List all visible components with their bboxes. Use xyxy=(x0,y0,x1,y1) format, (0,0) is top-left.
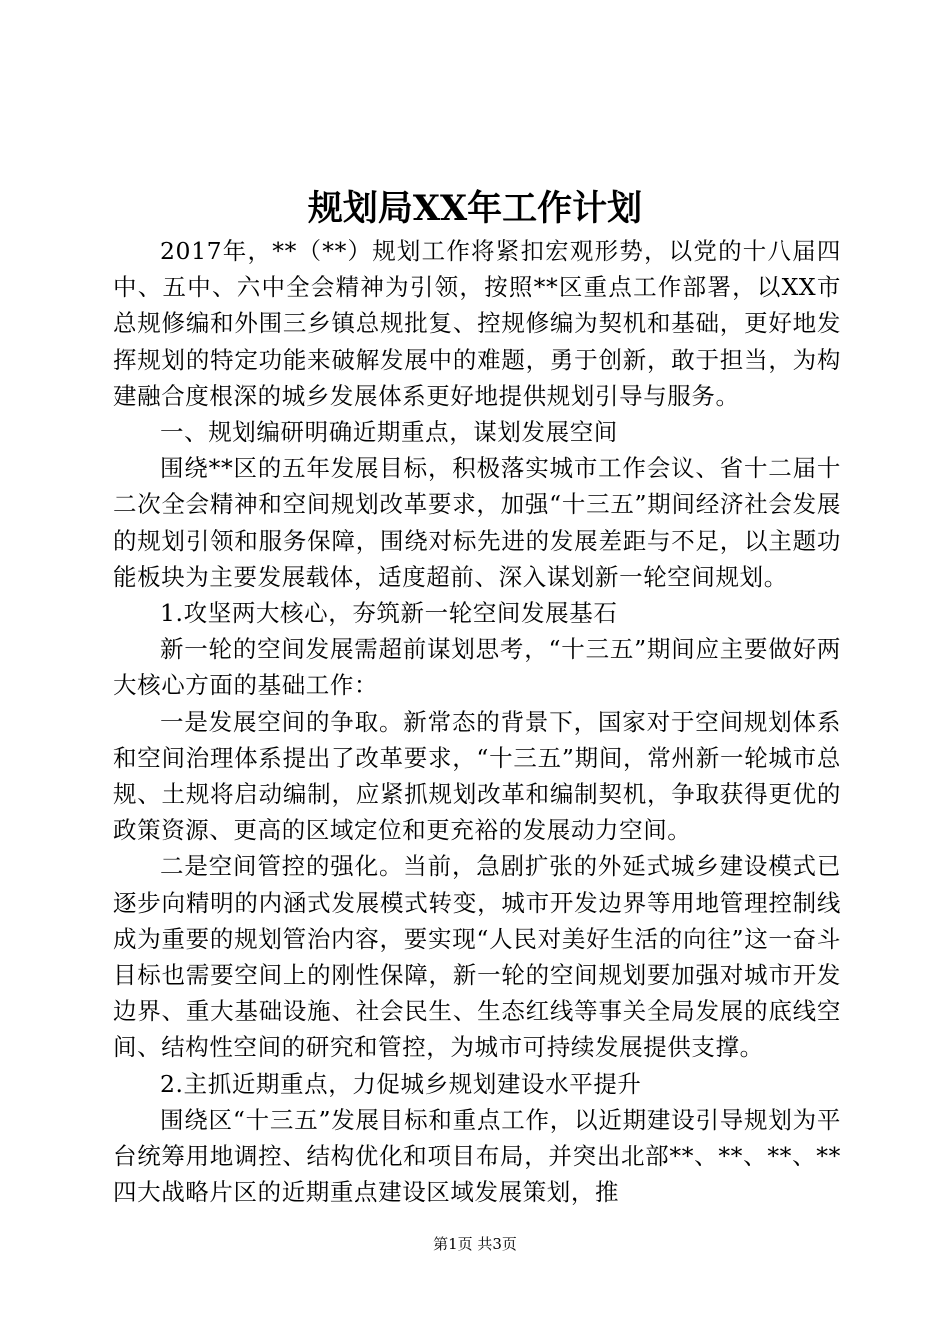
paragraph: 围绕**区的五年发展目标，积极落实城市工作会议、省十二届十二次全会精神和空间规划改革要求，加强“十三五”期间经济社会发展的规划引领和服务保障，围绕对标先进的发展差距与不足，以主题功能板块为主要发展载体，适度超前、深入谋划新一轮空间规划。 xyxy=(113,454,841,591)
subsection-heading-1: 1.攻坚两大核心，夯筑新一轮空间发展基石 xyxy=(160,599,618,628)
document-body xyxy=(113,233,841,1210)
page-number-footer: 第1页 共3页 xyxy=(433,1235,517,1253)
paragraph: 围绕区“十三五”发展目标和重点工作，以近期建设引导规划为平台统筹用地调控、结构优化和项目布局，并突出北部**、**、**、**四大战略片区的近期重点建设区域发展策划，推 xyxy=(113,1105,841,1207)
paragraph: 新一轮的空间发展需超前谋划思考，“十三五”期间应主要做好两大核心方面的基础工作： xyxy=(113,635,841,700)
paragraph: 二是空间管控的强化。当前，急剧扩张的外延式城乡建设模式已逐步向精明的内涵式发展模式转变，城市开发边界等用地管理控制线成为重要的规划管治内容，要实现“人民对美好生活的向往”这一奋斗目标也需要空间上的刚性保障，新一轮的空间规划要加强对城市开发边界、重大基础设施、社会民生、生态红线等事关全局发展的底线空间、结构性空间的研究和管控，为城市可持续发展提供支撑。 xyxy=(113,852,841,1062)
paragraph-intro: 2017年，**（**）规划工作将紧扣宏观形势，以党的十八届四中、五中、六中全会精神为引领，按照**区重点工作部署，以XX市总规修编和外围三乡镇总规批复、控规修编为契机和基础，更好地发挥规划的特定功能来破解发展中的难题，勇于创新，敢于担当，为构建融合度根深的城乡发展体系更好地提供规划引导与服务。 xyxy=(113,237,841,410)
section-heading-1: 一、规划编研明确近期重点，谋划发展空间 xyxy=(160,418,618,447)
document-title: 规划局XX年工作计划 xyxy=(307,188,643,229)
paragraph: 一是发展空间的争取。新常态的背景下，国家对于空间规划体系和空间治理体系提出了改革要求，“十三五”期间，常州新一轮城市总规、土规将启动编制，应紧抓规划改革和编制契机，争取获得更优的政策资源、更高的区域定位和更充裕的发展动力空间。 xyxy=(113,707,841,845)
subsection-heading-2: 2.主抓近期重点，力促城乡规划建设水平提升 xyxy=(160,1069,642,1098)
